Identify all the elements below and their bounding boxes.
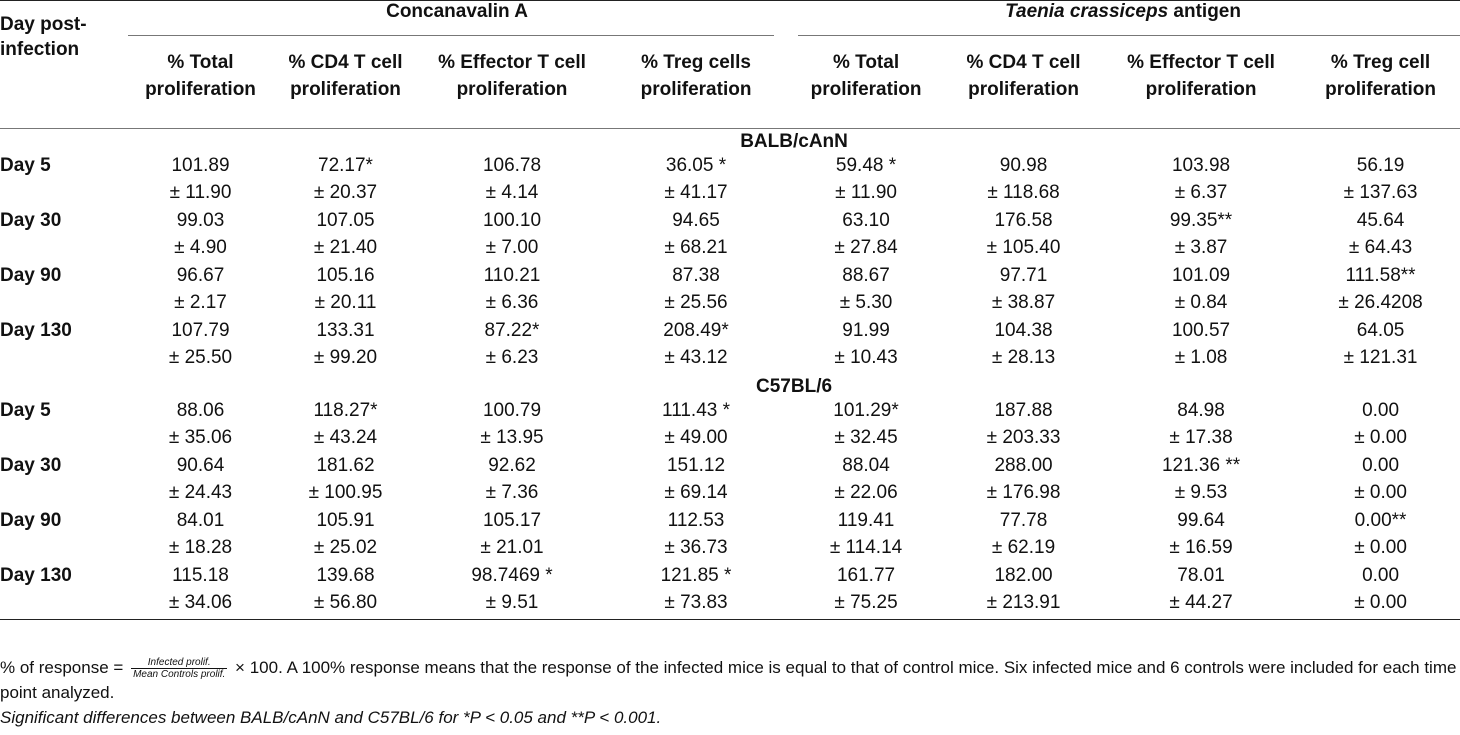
mean-value-cell: 84.98: [1177, 400, 1225, 421]
sd-value-cell: ± 43.24: [313, 427, 378, 448]
formula-suffix: × 100. A 100% response means that the response of the infected mice is equal to that of control mice. Six infected mice and 6 controls were included for each time point analyzed.: [0, 658, 1457, 703]
sd-value-cell: ± 203.33: [986, 427, 1061, 448]
mean-value-cell: 87.22*: [484, 320, 540, 341]
sd-value-cell: ± 176.98: [986, 482, 1061, 503]
mean-value-cell: 56.19: [1356, 155, 1405, 176]
sd-value-cell: ± 41.17: [664, 182, 728, 203]
sd-value-cell: ± 20.11: [314, 292, 377, 313]
sd-value-cell: ± 21.40: [313, 237, 378, 258]
mean-value-cell: 105.17: [482, 510, 542, 531]
sd-value-cell: ± 0.00: [1354, 537, 1407, 558]
sd-value-cell: ± 73.83: [664, 592, 728, 613]
header-group-row: [0, 1, 1460, 49]
mean-value-cell: 119.41: [837, 510, 895, 531]
sd-value-cell: ± 34.06: [168, 592, 233, 613]
day-label: Day 5: [0, 155, 51, 176]
table-row: [0, 564, 1460, 592]
sd-value-cell: ± 18.28: [168, 537, 233, 558]
mean-value-cell: 99.35**: [1169, 210, 1233, 231]
sd-value-cell: ± 35.06: [168, 427, 233, 448]
group-header-taenia: [786, 1, 1460, 49]
mean-value-cell: 98.7469 *: [471, 565, 553, 586]
sd-value-cell: ± 16.59: [1169, 537, 1233, 558]
mean-value-cell: 161.77: [836, 565, 896, 586]
mean-value-cell: 100.10: [482, 210, 542, 231]
sd-value-cell: ± 6.36: [485, 292, 539, 313]
col-header-total-taenia: % Total proliferation: [810, 51, 922, 100]
group-header-concanavalin: [128, 1, 786, 49]
table-row-sd: [0, 347, 1460, 374]
mean-value-cell: 103.98: [1171, 155, 1231, 176]
mean-value-cell: 0.00: [1362, 455, 1400, 476]
mean-value-cell: 77.78: [999, 510, 1048, 531]
mean-value-cell: 111.43 *: [662, 400, 730, 421]
mean-value-cell: 88.06: [176, 400, 225, 421]
formula-fraction: [131, 657, 227, 680]
mean-value-cell: 64.05: [1356, 320, 1405, 341]
sd-value-cell: ± 100.95: [308, 482, 383, 503]
mean-value-cell: 99.64: [1177, 510, 1225, 531]
sd-value-cell: ± 56.80: [313, 592, 378, 613]
sd-value-cell: ± 121.31: [1343, 347, 1418, 368]
mean-value-cell: 111.58**: [1345, 265, 1416, 286]
sd-value-cell: ± 21.01: [480, 537, 544, 558]
strain-label: BALB/cAnN: [740, 130, 848, 152]
mean-value-cell: 110.21: [483, 265, 541, 286]
group-underline-2: [798, 35, 1460, 36]
formula-denominator: Mean Controls prolif.: [133, 669, 226, 681]
sd-value-cell: ± 7.36: [485, 482, 539, 503]
sd-value-cell: ± 32.45: [834, 427, 898, 448]
mean-value-cell: 181.62: [316, 455, 375, 476]
mean-value-cell: 104.38: [994, 320, 1053, 341]
day-spacer: [0, 237, 128, 264]
taenia-rest-text: antigen: [1168, 1, 1241, 22]
table-row-sd: [0, 482, 1460, 509]
mean-value-cell: 101.89: [171, 155, 230, 176]
mean-value-cell: 115.18: [172, 565, 229, 586]
mean-value-cell: 105.16: [316, 265, 375, 286]
sd-value-cell: ± 0.00: [1354, 592, 1407, 613]
sd-value-cell: ± 0.84: [1174, 292, 1228, 313]
sd-value-cell: ± 36.73: [664, 537, 728, 558]
day-label: Day 90: [0, 510, 62, 531]
sd-value-cell: ± 3.87: [1174, 237, 1228, 258]
sd-value-cell: ± 105.40: [986, 237, 1061, 258]
group-header-taenia-label: [786, 1, 1460, 23]
col-header-cd4-cona: % CD4 T cell proliferation: [288, 51, 403, 100]
sd-value-cell: ± 43.12: [664, 347, 728, 368]
mean-value-cell: 90.64: [176, 455, 225, 476]
day-label: Day 130: [0, 320, 72, 341]
mean-value-cell: 101.29*: [833, 400, 899, 421]
table-row: [0, 319, 1460, 347]
formula-numerator: Infected prolif.: [131, 657, 227, 669]
mean-value-cell: 187.88: [994, 400, 1053, 421]
mean-value-cell: 0.00: [1362, 400, 1400, 421]
sd-value-cell: ± 17.38: [1169, 427, 1233, 448]
sd-value-cell: ± 28.13: [991, 347, 1056, 368]
col-header-cd4-taenia: % CD4 T cell proliferation: [966, 51, 1081, 100]
mean-value-cell: 133.31: [316, 320, 375, 341]
sd-value-cell: ± 44.27: [1169, 592, 1233, 613]
sd-value-cell: ± 69.14: [664, 482, 728, 503]
sd-value-cell: ± 11.90: [835, 182, 897, 203]
day-spacer: [0, 427, 128, 454]
mean-value-cell: 112.53: [667, 510, 725, 531]
formula-footnote: [0, 655, 1460, 705]
sd-value-cell: ± 137.63: [1343, 182, 1418, 203]
sd-value-cell: ± 13.95: [480, 427, 544, 448]
mean-value-cell: 91.99: [842, 320, 890, 341]
significance-footnote: Significant differences between BALB/cAnN and C57BL/6 for *P < 0.05 and **P < 0.001.: [0, 708, 662, 728]
mean-value-cell: 97.71: [999, 265, 1048, 286]
col-header-treg-cona: % Treg cells proliferation: [640, 51, 752, 100]
mean-value-cell: 106.78: [482, 155, 542, 176]
table-row-sd: [0, 182, 1460, 209]
mean-value-cell: 94.65: [672, 210, 720, 231]
strain-spacer: [0, 374, 128, 399]
taenia-italic-text: Taenia crassiceps: [1005, 1, 1169, 22]
sd-value-cell: ± 1.08: [1174, 347, 1228, 368]
sd-value-cell: ± 22.06: [834, 482, 898, 503]
mean-value-cell: 121.85 *: [660, 565, 732, 586]
sd-value-cell: ± 114.14: [829, 537, 903, 558]
sd-value-cell: ± 9.51: [485, 592, 539, 613]
mean-value-cell: 72.17*: [318, 155, 373, 176]
mean-value-cell: 59.48 *: [835, 155, 897, 176]
mean-value-cell: 101.09: [1171, 265, 1231, 286]
table-row: [0, 209, 1460, 237]
mean-value-cell: 100.79: [482, 400, 542, 421]
table-row-sd: [0, 537, 1460, 564]
mean-value-cell: 0.00**: [1354, 510, 1407, 531]
sd-value-cell: ± 6.37: [1174, 182, 1228, 203]
header-column-row: [0, 49, 1460, 129]
day-spacer: [0, 347, 128, 374]
sd-value-cell: ± 25.56: [664, 292, 728, 313]
col-header-effector-taenia: % Effector T cell proliferation: [1127, 51, 1275, 100]
mean-value-cell: 182.00: [994, 565, 1053, 586]
sd-value-cell: ± 99.20: [313, 347, 378, 368]
mean-value-cell: 99.03: [176, 210, 225, 231]
mean-value-cell: 36.05 *: [665, 155, 727, 176]
table-row-sd: [0, 592, 1460, 620]
mean-value-cell: 87.38: [672, 265, 720, 286]
mean-value-cell: 151.12: [666, 455, 726, 476]
mean-value-cell: 121.36 **: [1161, 455, 1241, 476]
mean-value-cell: 90.98: [999, 155, 1048, 176]
sd-value-cell: ± 4.14: [485, 182, 539, 203]
day-spacer: [0, 292, 128, 319]
day-label: Day 130: [0, 565, 72, 586]
table-body: [0, 129, 1460, 620]
table-row: [0, 454, 1460, 482]
sd-value-cell: ± 20.37: [313, 182, 378, 203]
sd-value-cell: ± 11.90: [169, 182, 232, 203]
mean-value-cell: 105.91: [316, 510, 375, 531]
sd-value-cell: ± 75.25: [834, 592, 898, 613]
sd-value-cell: ± 9.53: [1174, 482, 1228, 503]
sd-value-cell: ± 5.30: [839, 292, 893, 313]
sd-value-cell: ± 118.68: [987, 182, 1060, 203]
strain-row: [0, 129, 1460, 155]
sd-value-cell: ± 27.84: [834, 237, 898, 258]
sd-value-cell: ± 24.43: [168, 482, 233, 503]
mean-value-cell: 107.05: [316, 210, 375, 231]
mean-value-cell: 63.10: [842, 210, 890, 231]
table-row: [0, 154, 1460, 182]
mean-value-cell: 100.57: [1171, 320, 1231, 341]
table-row: [0, 509, 1460, 537]
formula-prefix: % of response =: [0, 658, 129, 677]
day-label: Day 30: [0, 210, 62, 231]
day-label: Day 30: [0, 455, 62, 476]
group-underline-1: [128, 35, 774, 36]
table-row: [0, 399, 1460, 427]
mean-value-cell: 139.68: [316, 565, 375, 586]
mean-value-cell: 96.67: [176, 265, 225, 286]
day-spacer: [0, 592, 128, 620]
group-header-concanavalin-label: Concanavalin A: [386, 1, 528, 22]
sd-value-cell: ± 213.91: [986, 592, 1061, 613]
mean-value-cell: 118.27*: [313, 400, 378, 421]
mean-value-cell: 176.58: [994, 210, 1053, 231]
mean-value-cell: 78.01: [1177, 565, 1225, 586]
mean-value-cell: 0.00: [1362, 565, 1400, 586]
strain-row: [0, 374, 1460, 399]
sd-value-cell: ± 64.43: [1348, 237, 1413, 258]
sd-value-cell: ± 7.00: [485, 237, 539, 258]
footnotes: [0, 655, 1460, 730]
sd-value-cell: ± 38.87: [991, 292, 1056, 313]
mean-value-cell: 84.01: [176, 510, 225, 531]
mean-value-cell: 88.67: [842, 265, 890, 286]
table-row-sd: [0, 427, 1460, 454]
mean-value-cell: 92.62: [488, 455, 536, 476]
day-spacer: [0, 482, 128, 509]
sd-value-cell: ± 62.19: [991, 537, 1056, 558]
col-header-total-cona: % Total proliferation: [145, 51, 256, 100]
day-column-header: Day post-infection: [0, 14, 87, 60]
sd-value-cell: ± 6.23: [485, 347, 539, 368]
sd-value-cell: ± 68.21: [664, 237, 728, 258]
day-label: Day 90: [0, 265, 62, 286]
sd-value-cell: ± 49.00: [664, 427, 728, 448]
day-spacer: [0, 537, 128, 564]
col-header-effector-cona: % Effector T cell proliferation: [438, 51, 586, 100]
strain-spacer: [0, 129, 128, 155]
table-row-sd: [0, 237, 1460, 264]
strain-label: C57BL/6: [756, 375, 833, 397]
mean-value-cell: 208.49*: [663, 320, 729, 341]
sd-value-cell: ± 10.43: [834, 347, 898, 368]
mean-value-cell: 288.00: [994, 455, 1053, 476]
sd-value-cell: ± 25.02: [313, 537, 378, 558]
sd-value-cell: ± 4.90: [174, 237, 227, 258]
mean-value-cell: 107.79: [171, 320, 230, 341]
day-label: Day 5: [0, 400, 51, 421]
sd-value-cell: ± 0.00: [1354, 482, 1407, 503]
sd-value-cell: ± 25.50: [168, 347, 233, 368]
col-header-treg-taenia: % Treg cell proliferation: [1325, 51, 1436, 100]
mean-value-cell: 45.64: [1356, 210, 1405, 231]
day-spacer: [0, 182, 128, 209]
sd-value-cell: ± 26.4208: [1338, 292, 1423, 313]
table-row-sd: [0, 292, 1460, 319]
sd-value-cell: ± 0.00: [1354, 427, 1407, 448]
mean-value-cell: 88.04: [842, 455, 890, 476]
sd-value-cell: ± 2.17: [174, 292, 227, 313]
table-row: [0, 264, 1460, 292]
